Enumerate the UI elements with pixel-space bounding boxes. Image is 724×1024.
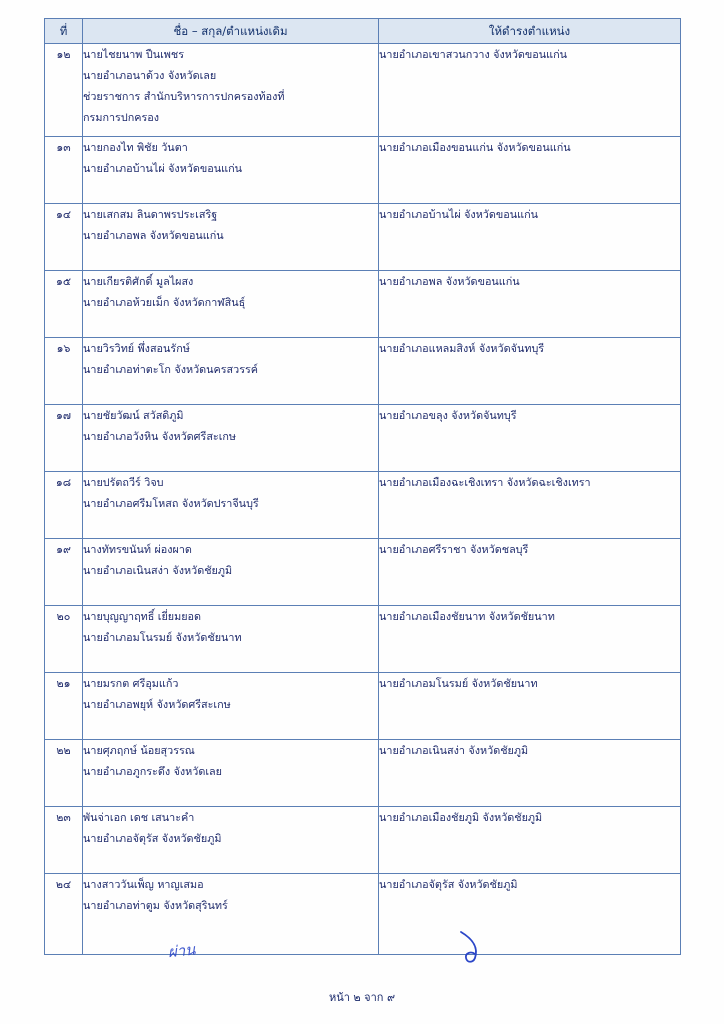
row-line: นายอำเภอห้วยเม็ก จังหวัดกาฬสินธุ์	[83, 296, 246, 310]
row-line: นายมรกต ศรีอุมแก้ว	[83, 677, 179, 690]
row-position-cell	[379, 606, 681, 673]
table-row	[45, 204, 681, 271]
page-footer: หน้า ๒ จาก ๙	[328, 991, 396, 1004]
row-name-cell	[83, 137, 379, 204]
row-number: ๑๖	[45, 338, 83, 405]
row-position-cell	[379, 44, 681, 137]
row-line: นายบุญญาฤทธิ์ เยี่ยมยอด	[83, 610, 202, 623]
row-position-cell	[379, 204, 681, 271]
row-line: นายอำเภอพล จังหวัดขอนแก่น	[83, 229, 224, 243]
table-row	[45, 740, 681, 807]
row-name-cell	[83, 338, 379, 405]
row-number: ๑๘	[45, 472, 83, 539]
row-number: ๑๒	[45, 44, 83, 137]
row-line: นายอำเภอพยุห์ จังหวัดศรีสะเกษ	[83, 698, 231, 712]
row-line: นายกองไท พิชัย วันตา	[83, 141, 188, 154]
row-line: นางสาววันเพ็ญ หาญเสมอ	[83, 878, 204, 891]
row-position-cell	[379, 740, 681, 807]
row-line: นายอำเภอเมืองชัยภูมิ จังหวัดชัยภูมิ	[379, 811, 543, 824]
row-line: นายอำเภอเนินสง่า จังหวัดชัยภูมิ	[379, 744, 529, 757]
table-row	[45, 405, 681, 472]
row-name-cell	[83, 44, 379, 137]
row-line: นางทัทรขนันท์ ผ่องผาด	[83, 543, 192, 556]
row-line: นายอำเภอท่าตะโก จังหวัดนครสวรรค์	[83, 363, 259, 377]
table-row	[45, 807, 681, 874]
table-row	[45, 338, 681, 405]
table-header-row	[45, 19, 681, 44]
row-number: ๒๔	[45, 874, 83, 955]
row-number: ๒๑	[45, 673, 83, 740]
row-number: ๒๐	[45, 606, 83, 673]
row-line: นายเกียรติศักดิ์ มูลไผสง	[83, 275, 194, 288]
row-number: ๑๓	[45, 137, 83, 204]
table-row	[45, 606, 681, 673]
row-number: ๒๒	[45, 740, 83, 807]
row-name-cell	[83, 740, 379, 807]
row-number: ๑๗	[45, 405, 83, 472]
table-header	[45, 19, 681, 44]
row-number: ๑๔	[45, 204, 83, 271]
row-line: นายอำเภอศรีราชา จังหวัดชลบุรี	[379, 543, 529, 556]
row-line: นายเสกสม ลินดาพรประเสริฐ	[83, 208, 218, 221]
row-line: นายอำเภอจัตุรัส จังหวัดชัยภูมิ	[83, 832, 222, 846]
column-header-no: ที่	[45, 19, 83, 44]
row-line: นายอำเภอเมืองฉะเชิงเทรา จังหวัดฉะเชิงเทรา	[379, 476, 591, 489]
row-position-cell	[379, 137, 681, 204]
row-position-cell	[379, 874, 681, 955]
row-line: นายปรัตถวีร์ วิจบ	[83, 476, 164, 489]
row-name-cell	[83, 271, 379, 338]
row-line: นายอำเภอศรีมโหสถ จังหวัดปราจีนบุรี	[83, 497, 259, 511]
row-line: กรมการปกครอง	[83, 111, 160, 125]
row-position-cell	[379, 539, 681, 606]
table-body	[45, 44, 681, 955]
row-line: นายอำเภอเมืองขอนแก่น จังหวัดขอนแก่น	[379, 141, 571, 154]
row-line: นายอำเภอบ้านไผ่ จังหวัดขอนแก่น	[83, 162, 243, 176]
table-row	[45, 539, 681, 606]
row-line: นายอำเภอเมืองชัยนาท จังหวัดชัยนาท	[379, 610, 555, 623]
row-name-cell	[83, 405, 379, 472]
row-line: นายอำเภอวังหิน จังหวัดศรีสะเกษ	[83, 430, 237, 444]
row-line: นายอำเภอท่าตูม จังหวัดสุรินทร์	[83, 899, 228, 913]
row-position-cell	[379, 271, 681, 338]
handwritten-initial: ผ่าน	[167, 940, 197, 962]
row-position-cell	[379, 338, 681, 405]
row-name-cell	[83, 874, 379, 955]
row-line: นายอำเภอภูกระดึง จังหวัดเลย	[83, 765, 222, 779]
row-number: ๒๓	[45, 807, 83, 874]
row-line: นายอำเภอแหลมสิงห์ จังหวัดจันทบุรี	[379, 342, 545, 355]
row-name-cell	[83, 606, 379, 673]
row-name-cell	[83, 204, 379, 271]
row-number: ๑๕	[45, 271, 83, 338]
table-row	[45, 44, 681, 137]
table-row	[45, 271, 681, 338]
table-row	[45, 673, 681, 740]
row-line: นายไชยนาพ ปืนเพชร	[83, 48, 185, 61]
row-line: นายอำเภอจัตุรัส จังหวัดชัยภูมิ	[379, 878, 518, 891]
table-row	[45, 137, 681, 204]
appointments-table	[44, 18, 681, 955]
row-line: นายอำเภอเนินสง่า จังหวัดชัยภูมิ	[83, 564, 233, 578]
row-position-cell	[379, 405, 681, 472]
column-header-position: ให้ดำรงตำแหน่ง	[379, 19, 681, 44]
row-name-cell	[83, 539, 379, 606]
table-row	[45, 472, 681, 539]
handwritten-check-mark-icon	[455, 930, 495, 966]
row-position-cell	[379, 807, 681, 874]
row-line: นายอำเภอขลุง จังหวัดจันทบุรี	[379, 409, 517, 422]
row-name-cell	[83, 807, 379, 874]
row-name-cell	[83, 673, 379, 740]
row-line: นายศุภฤกษ์ น้อยสุวรรณ	[83, 744, 195, 757]
row-position-cell	[379, 472, 681, 539]
row-line: ช่วยราชการ สำนักบริหารการปกครองท้องที่	[83, 90, 285, 104]
table-row	[45, 874, 681, 955]
row-line: นายอำเภอเขาสวนกวาง จังหวัดขอนแก่น	[379, 48, 568, 61]
column-header-name: ชื่อ – สกุล/ตำแหน่งเดิม	[83, 19, 379, 44]
row-line: นายอำเภอมโนรมย์ จังหวัดชัยนาท	[379, 677, 538, 690]
row-line: นายอำเภอบ้านไผ่ จังหวัดขอนแก่น	[379, 208, 539, 221]
row-line: นายอำเภอนาด้วง จังหวัดเลย	[83, 69, 217, 83]
row-line: นายอำเภอมโนรมย์ จังหวัดชัยนาท	[83, 631, 242, 645]
row-line: พันจ่าเอก เดช เสนาะคำ	[83, 811, 195, 824]
row-line: นายอำเภอพล จังหวัดขอนแก่น	[379, 275, 520, 288]
row-name-cell	[83, 472, 379, 539]
row-number: ๑๙	[45, 539, 83, 606]
row-line: นายชัยวัฒน์ สวัสดิภูมิ	[83, 409, 184, 422]
row-line: นายวิรวิทย์ พึ่งสอนรักษ์	[83, 342, 190, 355]
row-position-cell	[379, 673, 681, 740]
